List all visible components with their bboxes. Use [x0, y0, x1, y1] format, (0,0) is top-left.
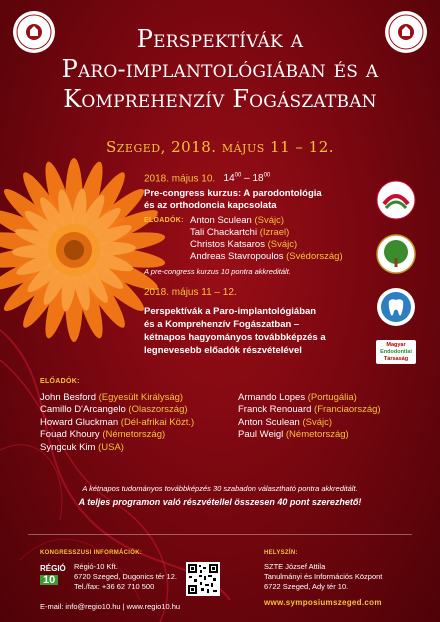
list-item: Armando Lopes (Portugália)	[238, 391, 357, 403]
precongress-speakers	[144, 215, 372, 263]
lecturers-label: ELŐADÓK:	[40, 378, 80, 385]
list-item: Franck Renouard (Franciaország)	[238, 404, 381, 415]
venue-line-1: SZTE József Attila	[264, 562, 326, 571]
precongress-date-text: 2018. május 10.	[144, 173, 216, 185]
title-line-1: Perspektívák a	[136, 25, 304, 53]
accreditation-info	[20, 484, 420, 507]
program-section	[144, 170, 372, 357]
university-seal-right-icon	[384, 10, 428, 54]
speaker-country: (Izrael)	[259, 227, 290, 239]
endodontic-society-logo	[376, 340, 416, 364]
regio-logo-bottom: 10	[40, 575, 58, 585]
regio-logo-top: RÉGIÓ	[40, 564, 66, 573]
organizer-street: 6720 Szeged, Dugonics tér 12.	[74, 572, 177, 581]
list-item: Anton Sculean (Svájc)	[238, 416, 332, 428]
regio10-logo	[40, 564, 70, 594]
list-item: Camillo D'Arcangelo (Olaszország)	[40, 404, 188, 415]
poster-title	[60, 24, 380, 114]
main-course-date: 2018. május 11 – 12.	[144, 287, 237, 299]
speaker-country: (Svájc)	[254, 215, 284, 227]
speaker-name: Andreas Stavropoulos	[190, 251, 284, 263]
main-course-line-4: legnevesebb előadók részvételével	[144, 345, 302, 357]
main-course-line-2: és a Komprehenzív Fogászatban –	[144, 319, 300, 331]
speaker-row	[144, 227, 372, 239]
tooth-society-logo-icon	[376, 287, 416, 327]
lecturers-column-1	[40, 392, 238, 455]
organizer-phone: Tel./fax: +36 62 710 500	[74, 582, 155, 591]
precongress-time	[218, 173, 270, 184]
venue-label: HELYSZÍN:	[264, 550, 298, 556]
university-seal-left-icon	[12, 10, 56, 54]
precongress-date	[144, 170, 372, 185]
precongress-title-1: Pre-congress kurzus: A parodontológia	[144, 188, 322, 200]
list-item: Syngcuk Kim (USA)	[40, 441, 124, 453]
time-sep: –	[241, 173, 253, 185]
speaker-row	[144, 215, 372, 227]
time-end: 18	[252, 173, 264, 185]
footer-divider	[28, 534, 412, 535]
main-course	[144, 287, 372, 357]
title-line-2: Paro-implantológiában és a	[61, 55, 379, 83]
time-start-sup: 00	[234, 173, 242, 179]
speakers-label: ELŐADÓK:	[144, 217, 184, 225]
venue-info	[264, 548, 414, 608]
organizer-name: Régió-10 Kft.	[74, 562, 118, 571]
tree-society-logo-icon	[376, 234, 416, 274]
main-course-line-3: kétnapos hagyományos továbbképzés a	[144, 332, 326, 344]
qr-code-icon[interactable]	[186, 562, 220, 596]
lecturers-column-2	[238, 392, 400, 455]
organizer-email: E-mail: info@regio10.hu | www.regio10.hu	[40, 602, 181, 611]
venue-line-3: 6722 Szeged, Ady tér 10.	[264, 582, 349, 591]
organizer-address	[74, 562, 184, 592]
speaker-row	[144, 239, 372, 251]
time-start: 14	[223, 173, 235, 185]
speaker-name: Christos Katsaros	[190, 239, 265, 251]
accreditation-line-2: A teljes programon való részvétellel összesen 40 pont szerezhető!	[78, 497, 362, 507]
list-item: Paul Weigl (Németország)	[238, 429, 349, 440]
list-item: Howard Gluckman (Dél-afrikai Közt.)	[40, 416, 195, 428]
congress-info-label: KONGRESSZUSI INFORMÁCIÓK:	[40, 550, 143, 556]
time-end-sup: 00	[263, 173, 271, 179]
precongress-note: A pre-congress kurzus 10 pontra akkreditált.	[144, 267, 291, 277]
hungarian-society-logo-icon	[376, 180, 416, 220]
title-line-3: Komprehenzív Fogászatban	[63, 85, 377, 113]
main-course-line-1: Perspektívák a Paro-implantológiában	[144, 306, 317, 318]
speaker-country: (Svájc)	[267, 239, 298, 251]
endo-logo-line-3: Társaság	[383, 356, 409, 362]
accreditation-line-1: A kétnapos tudományos továbbképzés 30 szabadon választható pontra akkreditált.	[82, 484, 358, 493]
list-item: John Besford (Egyesült Királyság)	[40, 391, 184, 403]
event-date-location: Szeged, 2018. május 11 – 12.	[106, 138, 334, 156]
lecturers-section	[40, 376, 400, 454]
venue-line-2: Tanulmányi és Információs Központ	[264, 572, 383, 581]
congress-info	[40, 548, 181, 611]
list-item: Fouad Khoury (Németország)	[40, 429, 166, 440]
precongress-title-2: és az orthodoncia kapcsolata	[144, 200, 277, 212]
endo-logo-line-1: Magyar	[386, 342, 406, 348]
speaker-name: Tali Chackartchi	[190, 227, 258, 239]
speaker-row	[144, 251, 372, 263]
website-link[interactable]: www.symposiumszeged.com	[264, 598, 382, 607]
speaker-country: (Svédország)	[286, 251, 343, 263]
speaker-name: Anton Sculean	[190, 215, 252, 227]
endo-logo-line-2: Endodontiai	[380, 349, 412, 355]
